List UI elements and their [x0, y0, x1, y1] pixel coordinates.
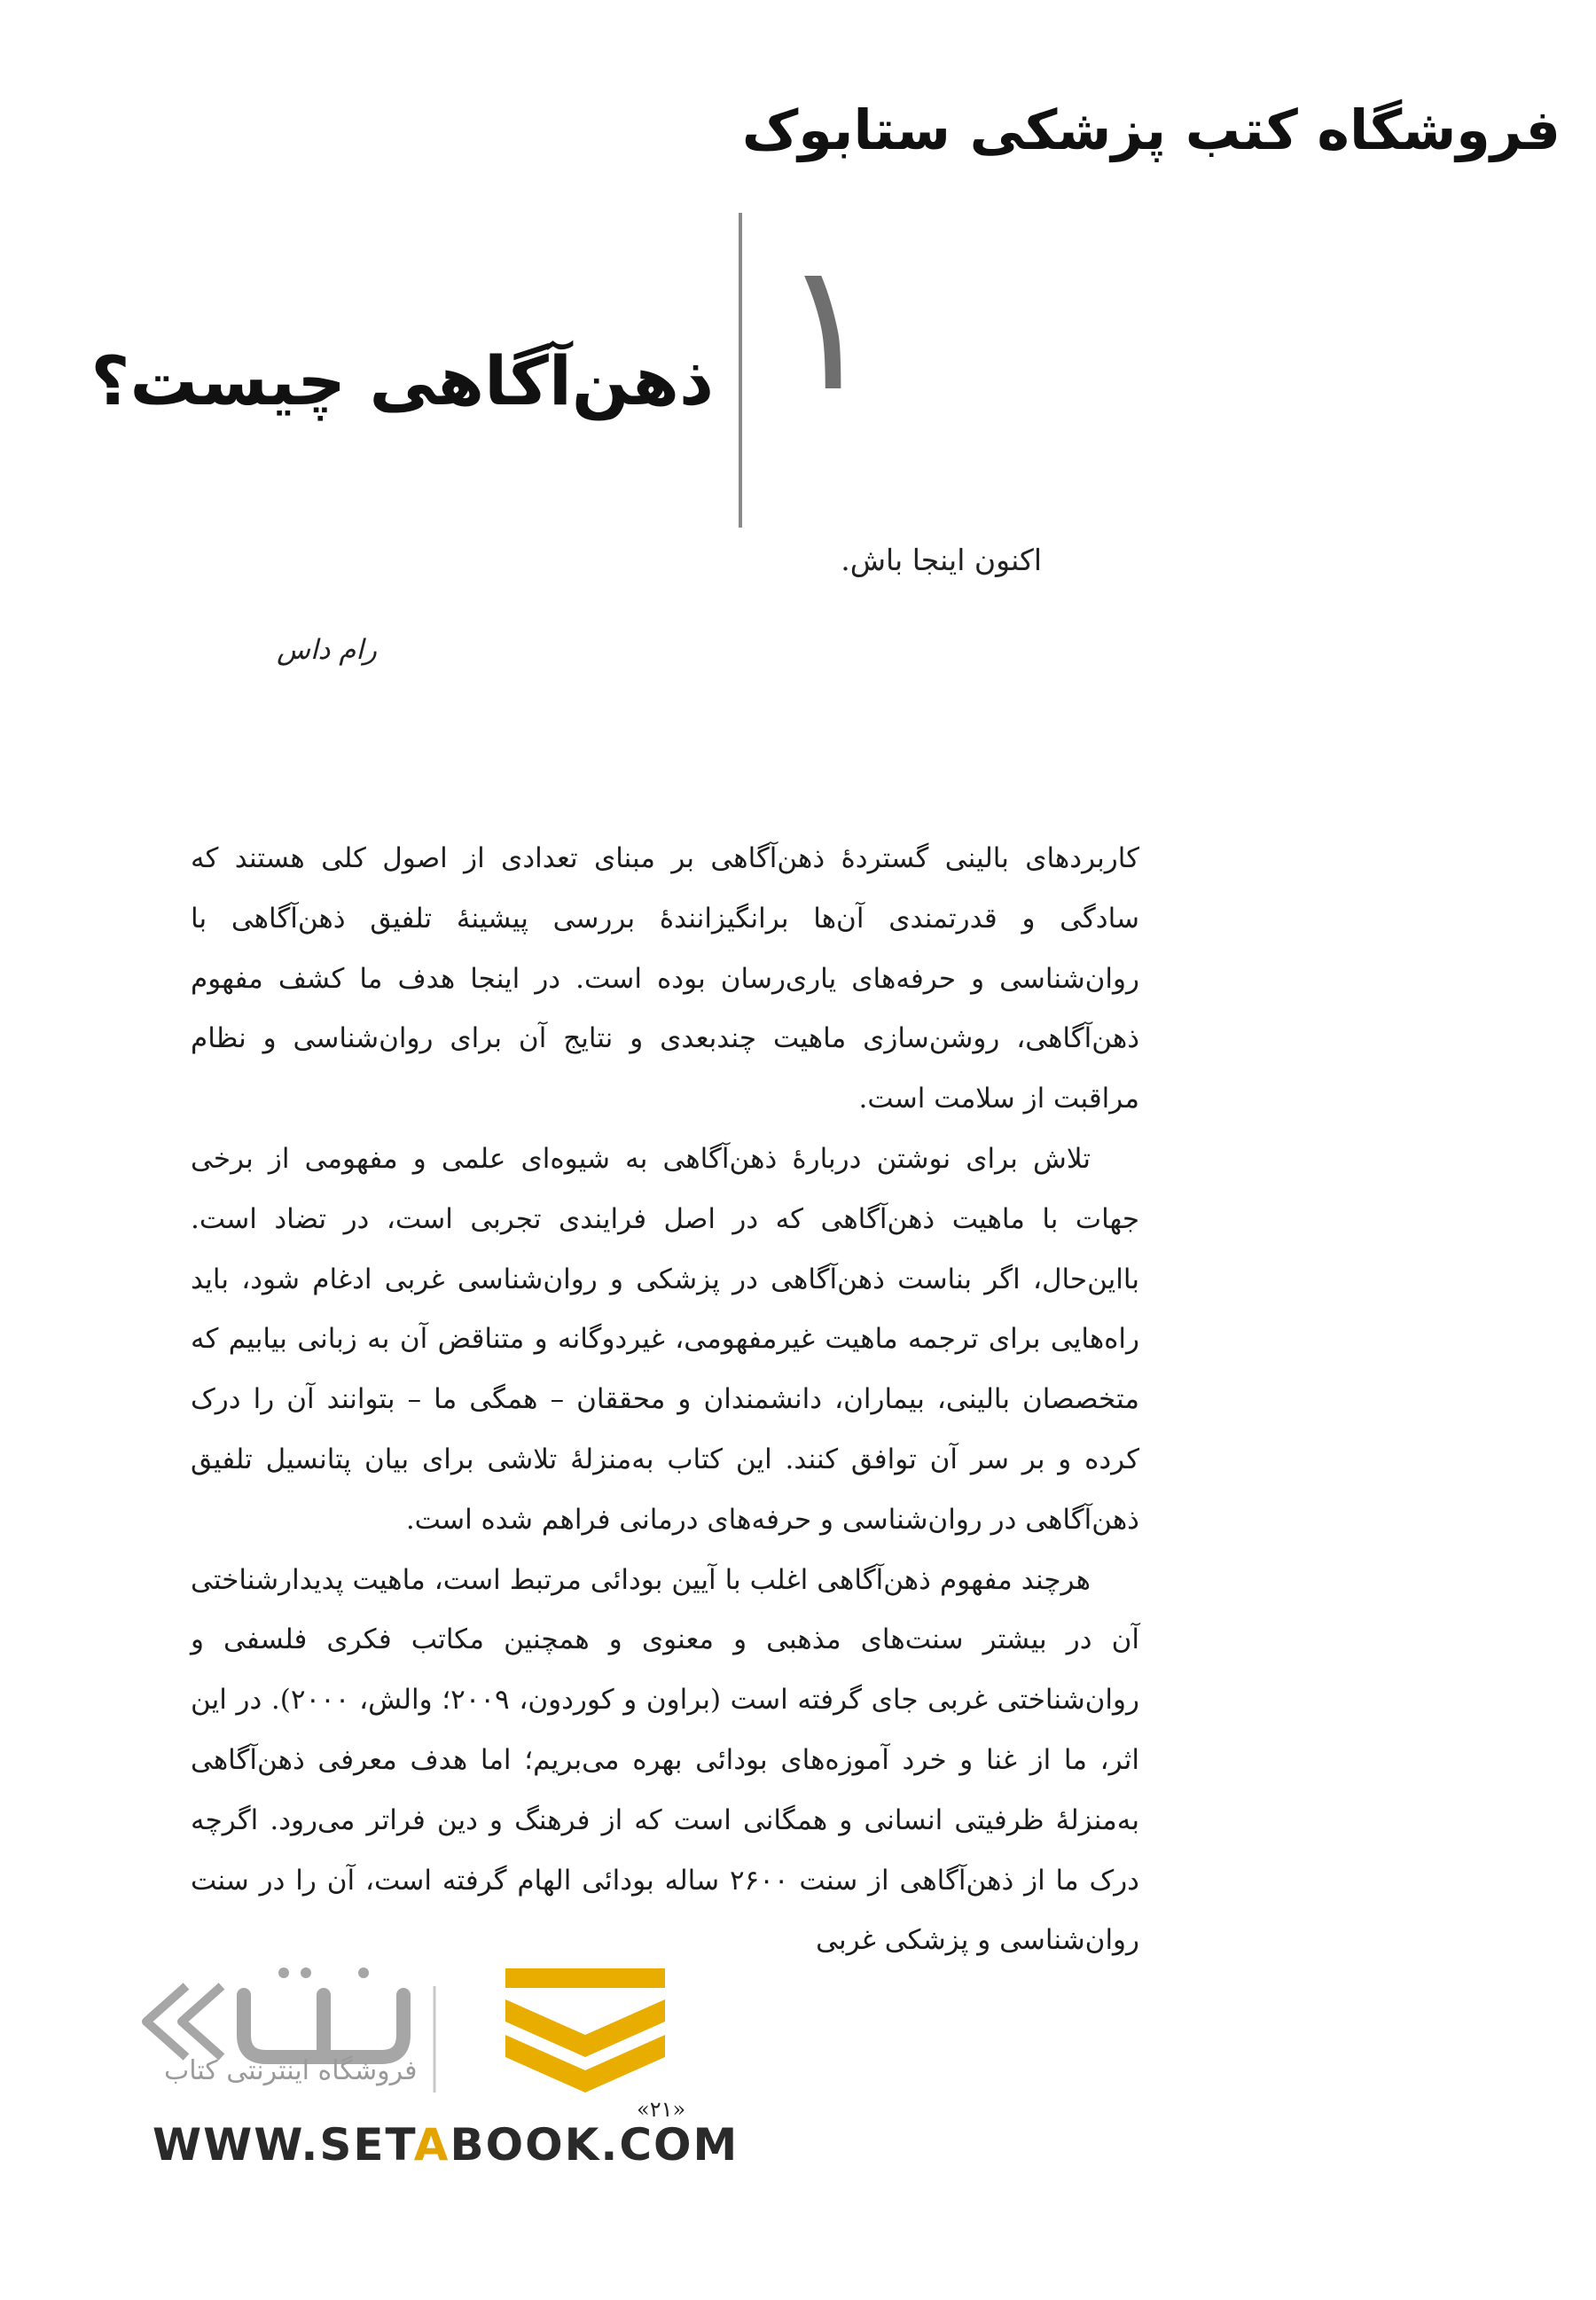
body-text	[191, 829, 1139, 1971]
body-paragraph: هرچند مفهوم ذهن‌آگاهی اغلب با آیین بودائی مرتبط است، ماهیت پدیدارشناختی آن در بیشتر سنت‌های مذهبی و معنوی و همچنین مکاتب فکری فلسفی و روان‌شناختی غربی جای گرفته است (براون و کوردون، ۲۰۰۹؛ والش، ۲۰۰۰). در این اثر، ما از غنا و خرد آموزه‌های بودائی بهره می‌بریم؛ اما هدف معرفی ذهن‌آگاهی به‌منزلهٔ ظرفیتی انسانی و همگانی است که از فرهنگ و دین فراتر می‌رود. اگرچه درک ما از ذهن‌آگاهی از سنت ۲۶۰۰ ساله بودائی الهام گرفته است، آن را در سنت روان‌شناسی و پزشکی غربی	[191, 1563, 1139, 1957]
chapter-title: ذهن‌آگاهی چیست؟	[90, 341, 714, 420]
watermark-url-accent: A	[413, 2119, 450, 2171]
watermark-tagline: فروشگاه اینترنتی کتاب	[164, 2055, 418, 2086]
page-number: «۲۱»	[637, 2097, 686, 2122]
chapter-number: ۱	[780, 224, 876, 431]
watermark-url	[153, 2119, 739, 2171]
chapter-divider	[739, 213, 742, 528]
body-paragraph: تلاش برای نوشتن دربارهٔ ذهن‌آگاهی به شیوه‌ای علمی و مفهومی از برخی جهات با ماهیت ذهن‌آگاهی که در اصل فرایندی تجربی است، در تضاد است. بااین‌حال، اگر بناست ذهن‌آگاهی در پزشکی و روان‌شناسی غربی ادغام شود، باید راه‌هایی برای ترجمه ماهیت غیرمفهومی، غیردوگانه و متناقض آن به زبانی بیابیم که متخصصان بالینی، بیماران، دانشمندان و محققان – همگی ما – بتوانند آن را درک کرده و بر سر آن توافق کنند. این کتاب به‌منزلهٔ تلاشی برای بیان پتانسیل تلفیق ذهن‌آگاهی در روان‌شناسی و حرفه‌های درمانی فراهم شده است.	[191, 1142, 1139, 1536]
watermark-url-suffix: BOOK.COM	[450, 2119, 739, 2171]
body-paragraph: کاربردهای بالینی گستردهٔ ذهن‌آگاهی بر مبنای تعدادی از اصول کلی هستند که سادگی و قدرتمندی آن‌ها برانگیزانندهٔ بررسی پیشینهٔ تلفیق ذهن‌آگاهی با روان‌شناسی و حرفه‌های یاری‌رسان بوده است. در اینجا هدف ما کشف مفهوم ذهن‌آگاهی، روشن‌سازی ماهیت چندبعدی و نتایج آن برای روان‌شناسی و نظام مراقبت از سلامت است.	[191, 842, 1139, 1115]
epigraph-quote: اکنون اینجا باش.	[841, 543, 1042, 577]
store-header-title: فروشگاه کتب پزشکی ستابوک	[741, 98, 1561, 162]
epigraph-author: رام داس	[277, 634, 377, 666]
watermark-url-prefix: WWW.SET	[153, 2119, 414, 2171]
